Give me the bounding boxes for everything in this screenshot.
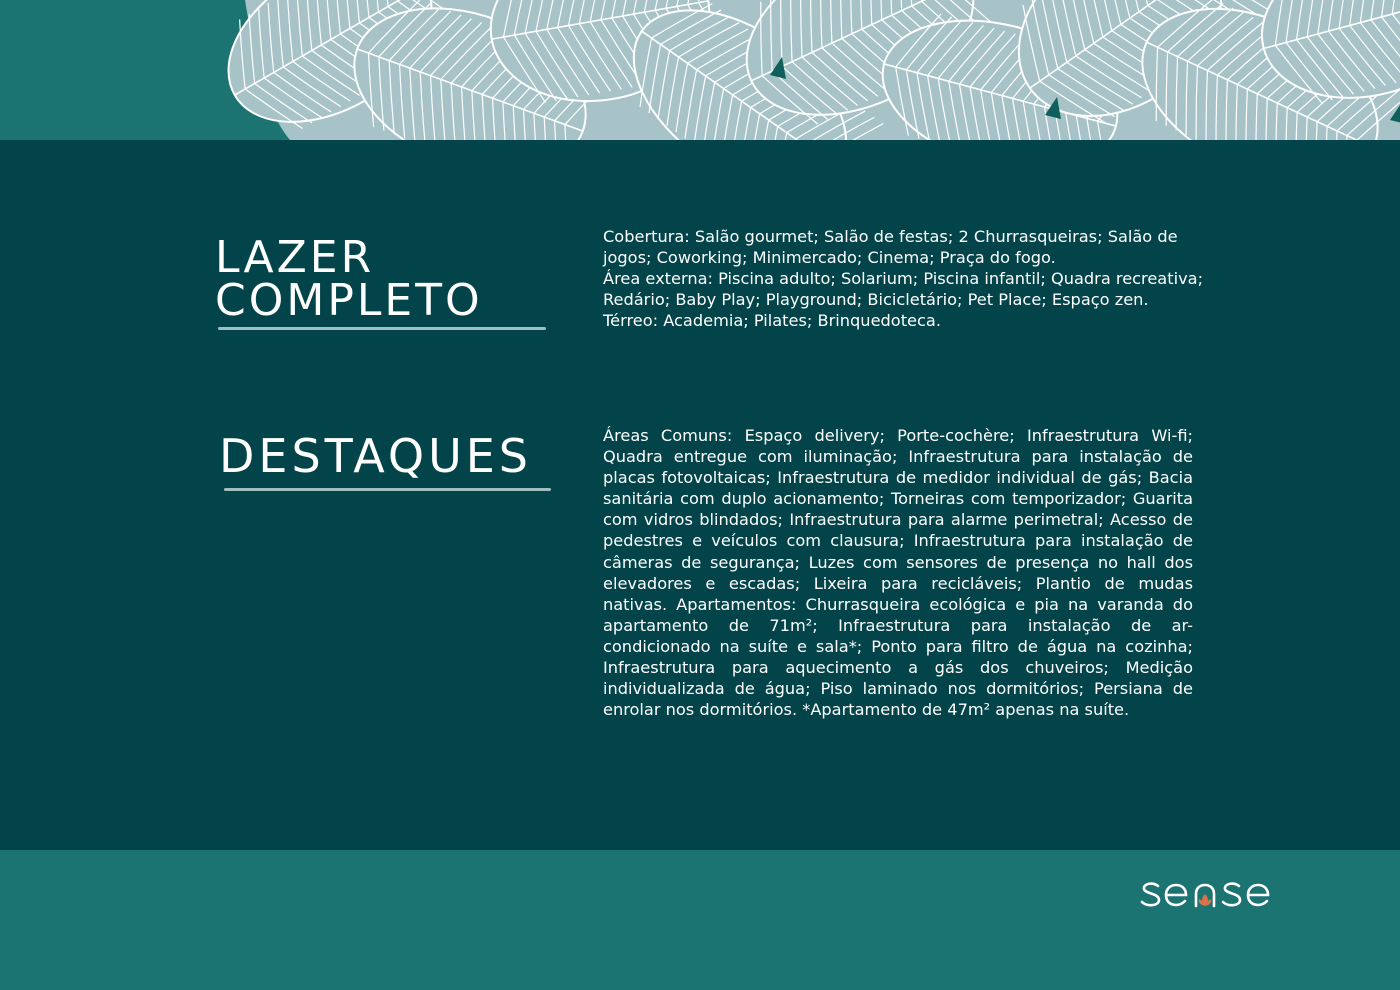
- destaques-heading-underline: [224, 488, 551, 491]
- top-leaf-band: [0, 0, 1400, 140]
- lazer-area-externa: Área externa: Piscina adulto; Solarium; Piscina infantil; Quadra recreativa; Redário; Baby Play; Playground; Bicicletário; Pet Place; Espaço zen.: [603, 269, 1204, 310]
- lazer-description: [603, 226, 1213, 331]
- destaques-heading: DESTAQUES: [219, 429, 533, 483]
- destaques-description: Áreas Comuns: Espaço delivery; Porte-cochère; Infraestrutura Wi-fi; Quadra entregue com iluminação; Infraestrutura para instalação de placas fotovoltaicas; Infraestrutura de medidor individual de gás; Bacia sanitária com duplo acionamento; Torneiras com temporizador; Guarita com vidros blindados; Infraestrutura para alarme perimetral; Acesso de pedestres e veículos com clausura; Infraestrutura para instalação de câmeras de segurança; Luzes com sensores de presença no hall dos elevadores e escadas; Lixeira para recicláveis; Plantio de mudas nativas. Apartamentos: Churrasqueira ecológica e pia na varanda do apartamento de 71m²; Infraestrutura para instalação de ar-condicionado na suíte e sala*; Ponto para filtro de água na cozinha; Infraestrutura para aquecimento a gás dos chuveiros; Medição individualizada de água; Piso laminado nos dormitórios; Persiana de enrolar nos dormitórios. *Apartamento de 47m² apenas na suíte.: [603, 426, 1193, 720]
- logo-leaf-icon: [1199, 894, 1212, 906]
- lazer-heading-line1: LAZER: [215, 232, 375, 283]
- lazer-heading: [215, 232, 483, 326]
- lazer-heading-underline: [218, 327, 546, 330]
- lazer-terreo: Térreo: Academia; Pilates; Brinquedoteca.: [603, 311, 941, 331]
- leaf-pattern: [0, 0, 1400, 140]
- lazer-heading-line2: COMPLETO: [215, 275, 483, 326]
- lazer-cobertura: Cobertura: Salão gourmet; Salão de festas; 2 Churrasqueiras; Salão de jogos; Coworking; Minimercado; Cinema; Praça do fogo.: [603, 227, 1178, 268]
- sense-logo: [1140, 876, 1310, 912]
- bottom-band: [0, 850, 1400, 990]
